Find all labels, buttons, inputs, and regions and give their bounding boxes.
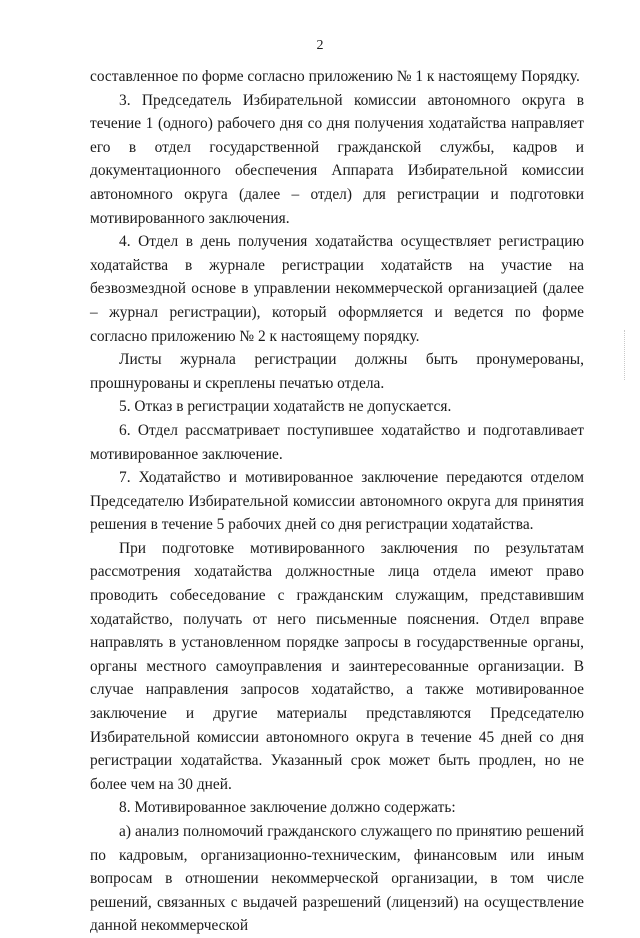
paragraph-item-8a: а) анализ полномочий гражданского служащего по принятию решений по кадровым, организационно-техническим, финансовым или иным вопросам в отношении некоммерческой организации, в том числе решений, связанных с выдачей разрешений (лицензий) на осуществление данной некоммерческой	[90, 823, 584, 935]
paragraph-item-4: 4. Отдел в день получения ходатайства осуществляет регистрацию ходатайства в журнале регистрации ходатайств на участие на безвозмездной основе в управлении некоммерческой организацией (далее – журнал регистрации), который оформляется и ведется по форме согласно приложению № 2 к настоящему порядку.	[90, 233, 584, 345]
paragraph-item-7: 7. Ходатайство и мотивированное заключение передаются отделом Председателю Избирательной комиссии автономного округа для принятия решения в течение 5 рабочих дней со дня регистрации ходатайства.	[90, 469, 584, 534]
paragraph-journal-sheets: Листы журнала регистрации должны быть пронумерованы, прошнурованы и скреплены печатью отдела.	[90, 351, 584, 392]
document-body	[90, 65, 584, 938]
scan-margin-mark	[624, 330, 626, 380]
paragraph-item-6: 6. Отдел рассматривает поступившее ходатайство и подготавливает мотивированное заключение.	[90, 421, 584, 463]
paragraph-continuation: составленное по форме согласно приложению № 1 к настоящему Порядку.	[90, 68, 580, 85]
paragraph-item-3: 3. Председатель Избирательной комиссии автономного округа в течение 1 (одного) рабочего дня со дня получения ходатайства направляет его в отдел государственной гражданской службы, кадров и документационного обеспечения Аппарата Избирательной комиссии автономного округа (далее – отдел) для регистрации и подготовки мотивированного заключения.	[90, 91, 584, 227]
paragraph-item-8: 8. Мотивированное заключение должно содержать:	[119, 799, 456, 817]
page-number: 2	[316, 38, 324, 53]
paragraph-preparation: При подготовке мотивированного заключения по результатам рассмотрения ходатайства должностные лица отдела имеют право проводить собеседование с гражданским служащим, представившим ходатайство, получать от него письменные пояснения. Отдел вправе направлять в установленном порядке запросы в государственные органы, органы местного самоуправления и заинтересованные организации. В случае направления запросов ходатайство, а также мотивированное заключение и другие материалы представляются Председателю Избирательной комиссии автономного округа в течение 45 дней со дня регистрации ходатайства. Указанный срок может быть продлен, но не более чем на 30 дней.	[90, 539, 584, 793]
paragraph-item-5: 5. Отказ в регистрации ходатайств не допускается.	[119, 398, 452, 416]
